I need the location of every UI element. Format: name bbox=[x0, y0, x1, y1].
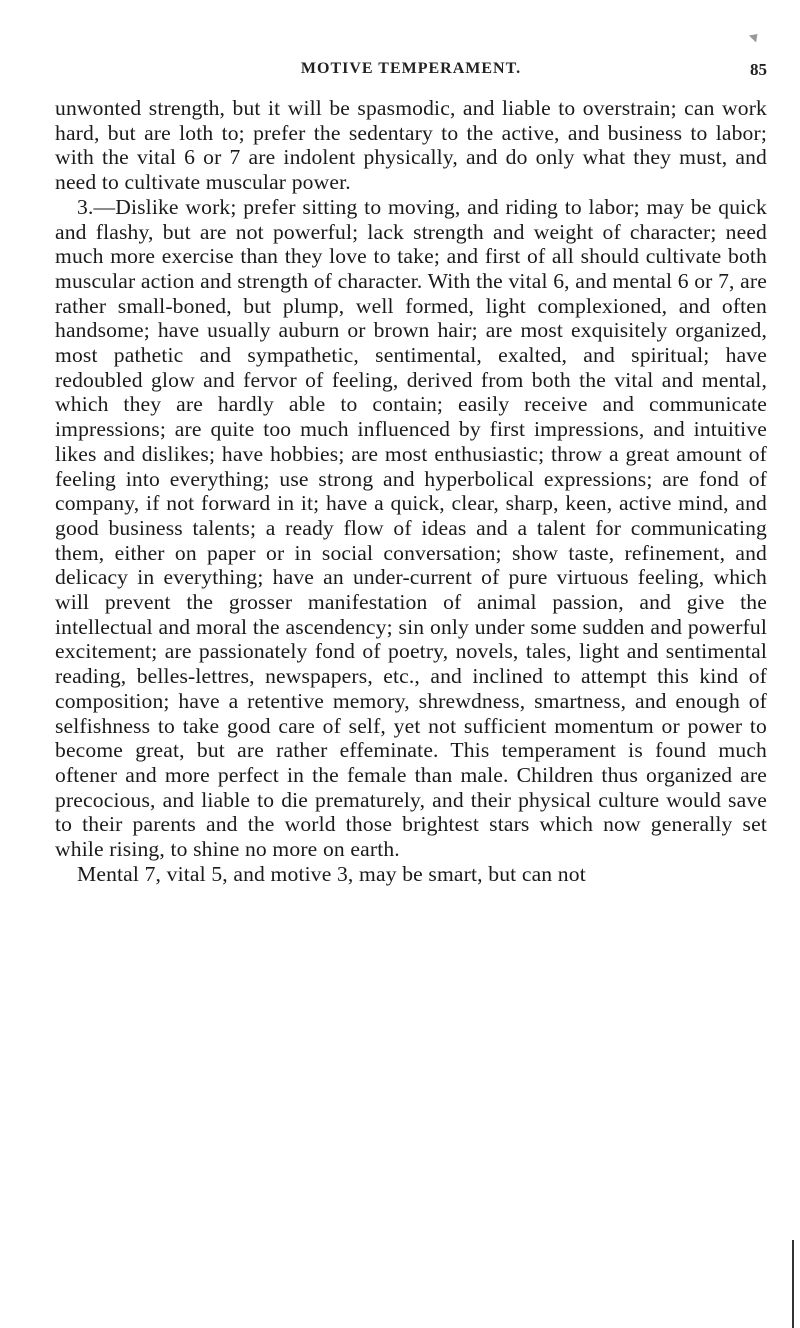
paragraph-section-3: 3.—Dislike work; prefer sitting to moving, and riding to labor; may be quick and flashy, but are not powerful; lack strength and weight of character; need much more exercise than they love to take; and first of all should cultivate both muscular action and strength of character. With the vital 6, and mental 6 or 7, are rather small-boned, but plump, well formed, light complexioned, and often handsome; have usually auburn or brown hair; are most exquisitely organized, most pathetic and sympathetic, sentimental, exalted, and spiritual; have redoubled glow and fervor of feeling, derived from both the vital and mental, which they are hardly able to contain; easily receive and communicate impressions; are quite too much influenced by first impressions, and intuitive likes and dislikes; have hobbies; are most enthusiastic; throw a great amount of feeling into everything; use strong and hyperbolical expressions; are fond of company, if not forward in it; have a quick, clear, sharp, keen, active mind, and good business talents; a ready flow of ideas and a talent for communicating them, either on paper or in social conversation; show taste, refinement, and delicacy in everything; have an under-current of pure virtuous feeling, which will prevent the grosser manifestation of animal passion, and give the intellectual and moral the ascendency; sin only under some sudden and powerful excitement; are passionately fond of poetry, novels, tales, light and sentimental reading, belles-lettres, newspapers, etc., and inclined to attempt this kind of composition; have a retentive memory, shrewdness, smartness, and enough of selfishness to take good care of self, yet not sufficient momentum or power to become great, but are rather effeminate. This temperament is found much oftener and more perfect in the female than male. Children thus organized are precocious, and liable to die prematurely, and their physical culture would save to their parents and the world those brightest stars which now generally set while rising, to shine no more on earth. bbox=[55, 194, 767, 862]
running-head: MOTIVE TEMPERAMENT. bbox=[300, 60, 522, 77]
scan-edge-rule bbox=[792, 1240, 794, 1328]
page-header bbox=[55, 60, 767, 86]
paragraph-mental-7: Mental 7, vital 5, and motive 3, may be smart, but can not bbox=[77, 861, 586, 886]
paragraph-continuation: unwonted strength, but it will be spasmodic, and liable to overstrain; can work hard, but are loth to; prefer the sedentary to the active, and business to labor; with the vital 6 or 7 are indolent physically, and do only what they must, and need to cultivate muscular power. bbox=[55, 96, 767, 195]
page-number: 85 bbox=[750, 60, 767, 79]
scan-corner-mark bbox=[749, 30, 761, 42]
body-text bbox=[55, 96, 767, 887]
